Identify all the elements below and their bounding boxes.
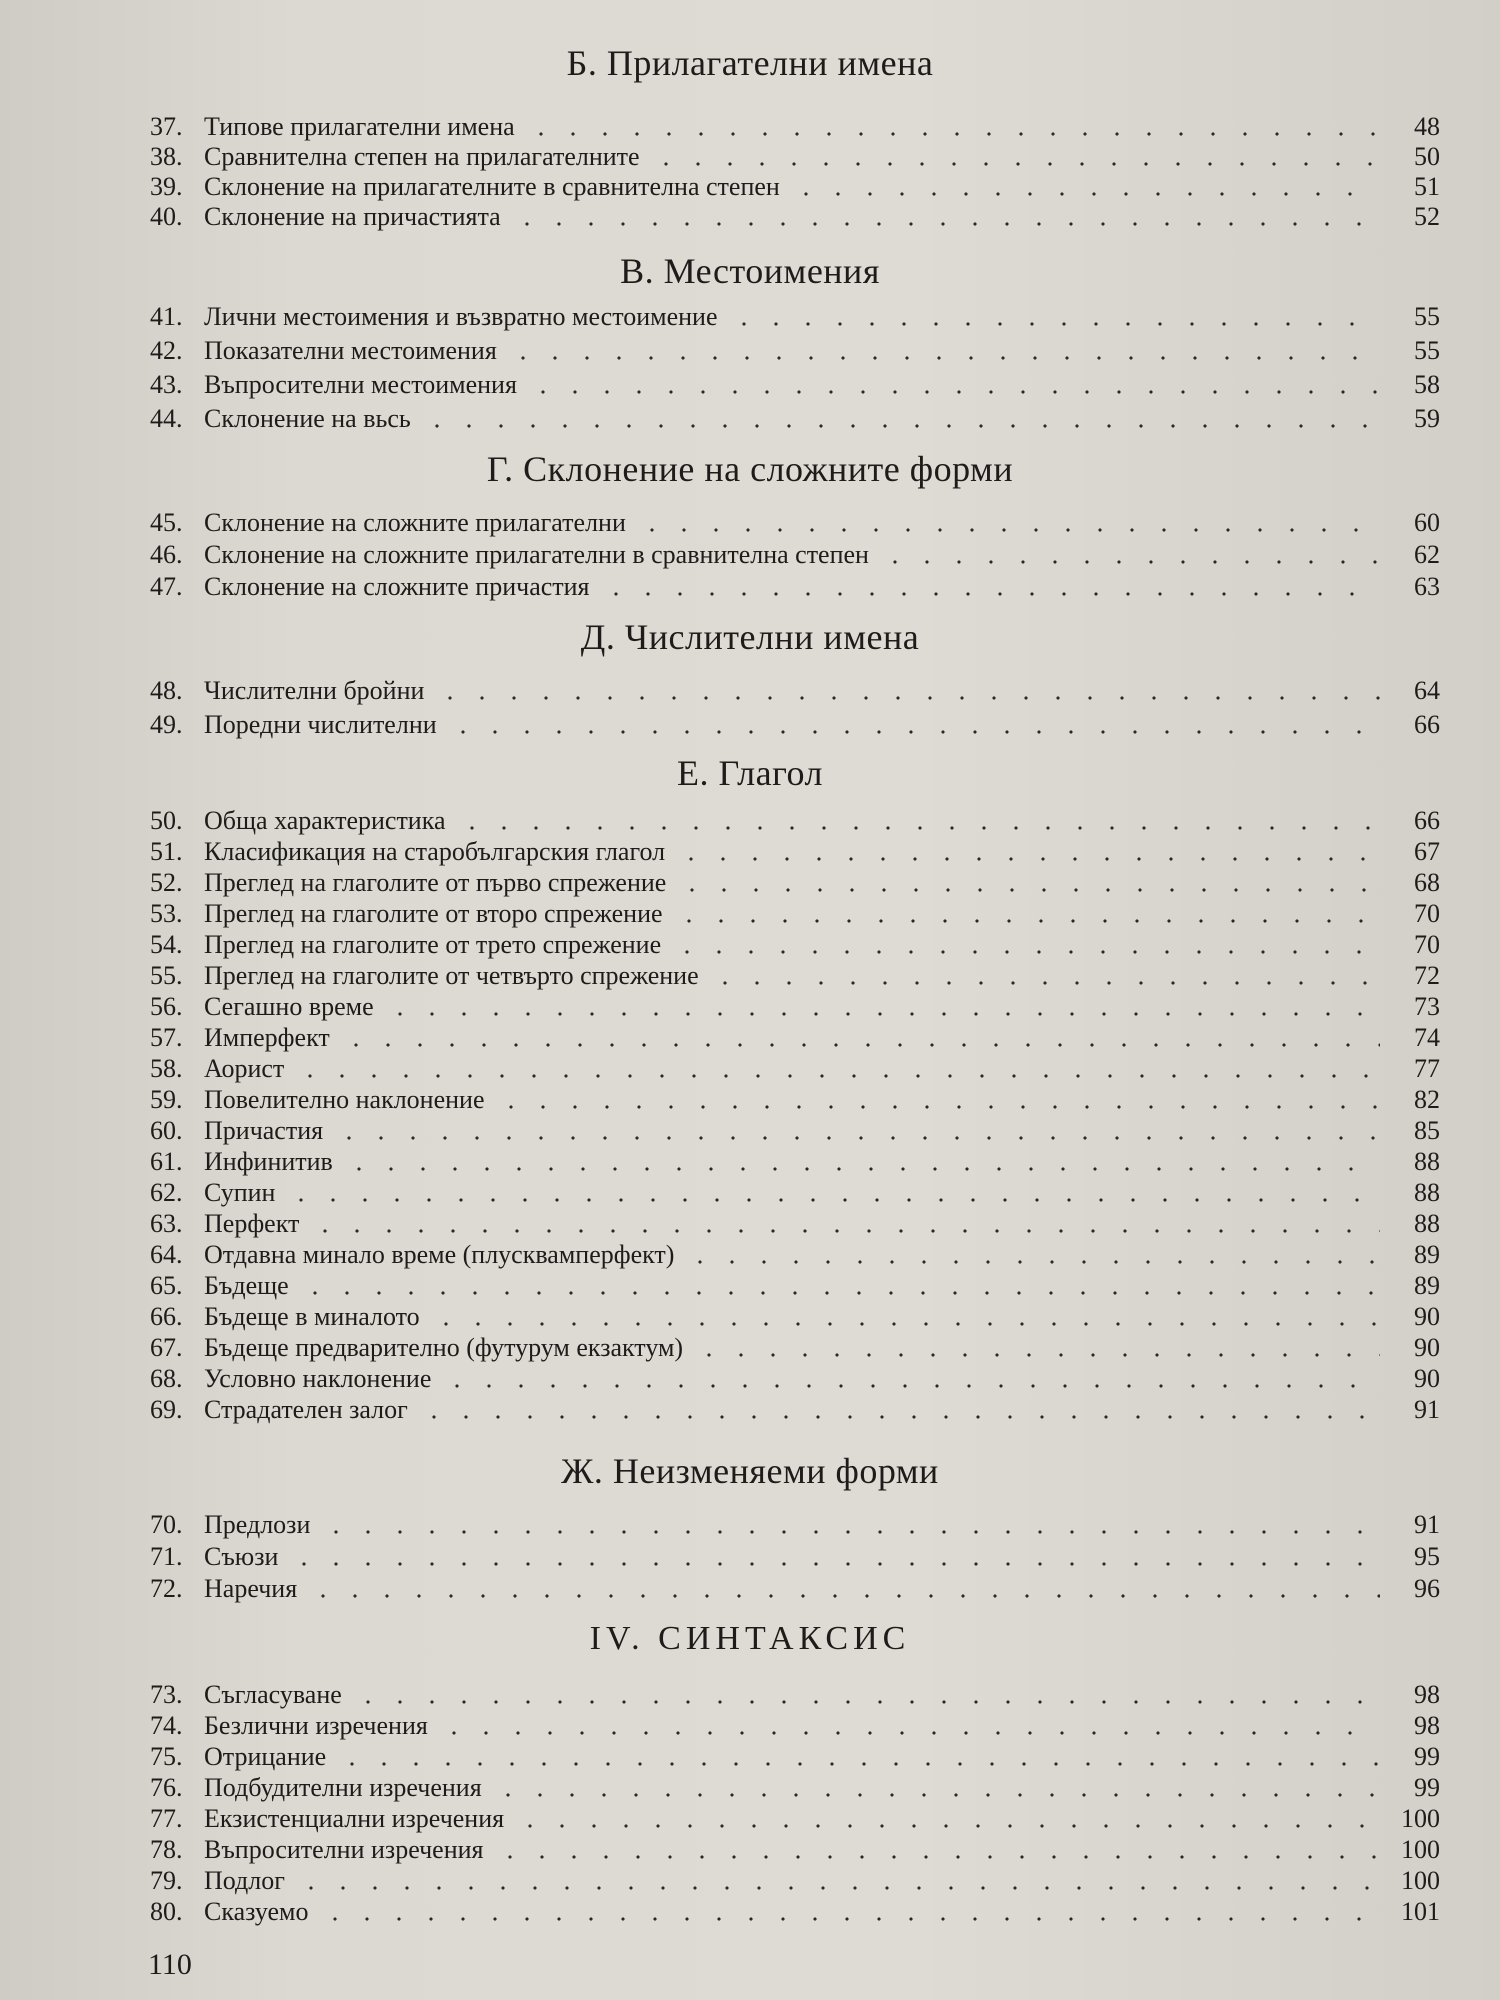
entry-page: 91: [1414, 1510, 1440, 1539]
leader-dots: [295, 1886, 1380, 1890]
leader-dots: [495, 1105, 1380, 1109]
entry-title: Отрицание: [204, 1742, 327, 1771]
entry-title: Въпросителни местоимения: [204, 370, 517, 399]
entry-number: 54.: [150, 930, 183, 959]
entry-number: 65.: [150, 1271, 183, 1300]
entry-number: 69.: [150, 1395, 183, 1424]
entry-number: 76.: [150, 1773, 183, 1802]
entry-number: 52.: [150, 868, 183, 897]
entry-page: 51: [1414, 172, 1440, 201]
entry-number: 51.: [150, 837, 183, 866]
toc-entry: [150, 1395, 1440, 1425]
entry-title: Подбудителни изречения: [204, 1773, 482, 1802]
entry-page: 98: [1414, 1680, 1440, 1709]
toc-entry: [150, 1240, 1440, 1270]
entry-number: 53.: [150, 899, 183, 928]
entry-page: 89: [1414, 1271, 1440, 1300]
leader-dots: [434, 696, 1380, 700]
entry-title: Склонение на вьсь: [204, 404, 411, 433]
entry-title: Склонение на сложните прилагателни в сравнителна степен: [204, 540, 869, 569]
leader-dots: [421, 424, 1380, 428]
entry-page: 90: [1414, 1302, 1440, 1331]
section-heading: Е. Глагол: [677, 753, 823, 793]
entry-title: Преглед на глаголите от второ спрежение: [204, 899, 663, 928]
toc-entry: [150, 1209, 1440, 1239]
entry-page: 70: [1414, 930, 1440, 959]
toc-entry: [150, 1023, 1440, 1053]
toc-entry: [150, 837, 1440, 867]
entry-page: 88: [1414, 1178, 1440, 1207]
entry-page: 100: [1401, 1804, 1440, 1833]
toc-entry: [150, 1804, 1440, 1834]
entry-page: 66: [1414, 710, 1440, 739]
toc-entry: [150, 1147, 1440, 1177]
toc-entry: [150, 961, 1440, 991]
entry-page: 67: [1414, 837, 1440, 866]
entry-number: 47.: [150, 572, 183, 601]
toc-entry: [150, 1711, 1440, 1741]
entry-number: 78.: [150, 1835, 183, 1864]
entry-page: 48: [1414, 112, 1440, 141]
entry-page: 63: [1414, 572, 1440, 601]
entry-number: 48.: [150, 676, 183, 705]
toc-entry: [150, 112, 1440, 142]
entry-number: 40.: [150, 202, 183, 231]
leader-dots: [340, 1043, 1380, 1047]
entry-title: Повелително наклонение: [204, 1085, 485, 1114]
leader-dots: [525, 132, 1380, 136]
leader-dots: [650, 162, 1380, 166]
entry-title: Склонение на сложните причастия: [204, 572, 590, 601]
entry-title: Инфинитив: [204, 1147, 333, 1176]
entry-page: 77: [1414, 1054, 1440, 1083]
entry-title: Отдавна минало време (плусквамперфект): [204, 1240, 675, 1269]
entry-page: 90: [1414, 1333, 1440, 1362]
leader-dots: [600, 592, 1380, 596]
entry-page: 91: [1414, 1395, 1440, 1424]
entry-number: 72.: [150, 1574, 183, 1603]
toc-entry: [150, 710, 1440, 740]
entry-title: Лични местоимения и възвратно местоимение: [204, 302, 718, 331]
entry-title: Класификация на старобългарския глагол: [204, 837, 666, 866]
page-number: 110: [148, 1948, 192, 1981]
entry-title: Бъдеще: [204, 1271, 289, 1300]
entry-number: 64.: [150, 1240, 183, 1269]
entry-page: 101: [1401, 1897, 1440, 1926]
entry-title: Типове прилагателни имена: [204, 112, 515, 141]
leader-dots: [336, 1762, 1380, 1766]
leader-dots: [456, 826, 1380, 830]
entry-page: 98: [1414, 1711, 1440, 1740]
section-heading: Г. Склонение на сложните форми: [486, 449, 1014, 489]
entry-title: Екзистенциални изречения: [204, 1804, 505, 1833]
leader-dots: [511, 222, 1380, 226]
entry-title: Аорист: [204, 1054, 285, 1083]
entry-number: 50.: [150, 806, 183, 835]
entry-title: Перфект: [204, 1209, 300, 1238]
leader-dots: [352, 1700, 1380, 1704]
leader-dots: [285, 1198, 1380, 1202]
entry-page: 70: [1414, 899, 1440, 928]
entry-number: 62.: [150, 1178, 183, 1207]
entry-page: 52: [1414, 202, 1440, 231]
toc-entry: [150, 142, 1440, 172]
entry-number: 79.: [150, 1866, 183, 1895]
entry-number: 63.: [150, 1209, 183, 1238]
entry-title: Поредни числителни: [204, 710, 437, 739]
leader-dots: [299, 1291, 1380, 1295]
entry-number: 68.: [150, 1364, 183, 1393]
entry-number: 59.: [150, 1085, 183, 1114]
toc-entry: [150, 868, 1440, 898]
leader-dots: [320, 1530, 1380, 1534]
entry-number: 56.: [150, 992, 183, 1021]
toc-entry: [150, 1302, 1440, 1332]
entry-title: Въпросителни изречения: [204, 1835, 484, 1864]
toc-entry: [150, 370, 1440, 400]
entry-page: 85: [1414, 1116, 1440, 1145]
entry-number: 58.: [150, 1054, 183, 1083]
entry-page: 88: [1414, 1147, 1440, 1176]
entry-page: 88: [1414, 1209, 1440, 1238]
entry-title: Сегашно време: [204, 992, 374, 1021]
leader-dots: [288, 1562, 1380, 1566]
leader-dots: [438, 1731, 1380, 1735]
leader-dots: [494, 1855, 1381, 1859]
entry-title: Показателни местоимения: [204, 336, 497, 365]
entry-number: 67.: [150, 1333, 183, 1362]
leader-dots: [728, 322, 1381, 326]
entry-page: 62: [1414, 540, 1440, 569]
entry-number: 60.: [150, 1116, 183, 1145]
entry-page: 73: [1414, 992, 1440, 1021]
leader-dots: [294, 1074, 1380, 1078]
toc-entry: [150, 404, 1440, 434]
leader-dots: [879, 560, 1380, 564]
entry-number: 43.: [150, 370, 183, 399]
toc-entry: [150, 1116, 1440, 1146]
leader-dots: [675, 857, 1380, 861]
toc-entry: [150, 540, 1440, 570]
leader-dots: [709, 981, 1380, 985]
section-heading: Б. Прилагателни имена: [566, 43, 934, 83]
entry-page: 82: [1414, 1085, 1440, 1114]
entry-number: 38.: [150, 142, 183, 171]
leader-dots: [676, 888, 1380, 892]
leader-dots: [343, 1167, 1380, 1171]
leader-dots: [309, 1229, 1380, 1233]
entry-title: Подлог: [204, 1866, 285, 1895]
leader-dots: [527, 390, 1380, 394]
entry-number: 44.: [150, 404, 183, 433]
toc-entry: [150, 1085, 1440, 1115]
toc-entry: [150, 202, 1440, 232]
toc-entry: [150, 1364, 1440, 1394]
leader-dots: [418, 1415, 1380, 1419]
entry-page: 95: [1414, 1542, 1440, 1571]
entry-title: Наречия: [204, 1574, 298, 1603]
entry-title: Склонение на причастията: [204, 202, 501, 231]
entry-number: 74.: [150, 1711, 183, 1740]
entry-number: 45.: [150, 508, 183, 537]
entry-page: 89: [1414, 1240, 1440, 1269]
entry-page: 72: [1414, 961, 1440, 990]
leader-dots: [319, 1917, 1381, 1921]
entry-number: 71.: [150, 1542, 183, 1571]
toc-entry: [150, 1835, 1440, 1865]
entry-title: Безлични изречения: [204, 1711, 428, 1740]
leader-dots: [693, 1353, 1380, 1357]
toc-entry: [150, 1773, 1440, 1803]
entry-title: Бъдеще в миналото: [204, 1302, 420, 1331]
toc-entry: [150, 1742, 1440, 1772]
toc-entry: [150, 1680, 1440, 1710]
entry-page: 100: [1401, 1866, 1440, 1895]
toc-entry: [150, 1574, 1440, 1604]
entry-number: 80.: [150, 1897, 183, 1926]
entry-title: Съюзи: [204, 1542, 279, 1571]
toc-entry: [150, 1510, 1440, 1540]
leader-dots: [307, 1594, 1380, 1598]
leader-dots: [447, 730, 1380, 734]
entry-number: 70.: [150, 1510, 183, 1539]
toc-entry: [150, 1333, 1440, 1363]
toc-entry: [150, 676, 1440, 706]
leader-dots: [492, 1793, 1380, 1797]
entry-title: Преглед на глаголите от трето спрежение: [204, 930, 662, 959]
toc-entry: [150, 806, 1440, 836]
toc-entry: [150, 930, 1440, 960]
entry-title: Условно наклонение: [204, 1364, 432, 1393]
entry-page: 96: [1414, 1574, 1440, 1603]
entry-title: Преглед на глаголите от първо спрежение: [204, 868, 667, 897]
entry-title: Съгласуване: [204, 1680, 342, 1709]
entry-title: Сказуемо: [204, 1897, 309, 1926]
entry-page: 99: [1414, 1742, 1440, 1771]
leader-dots: [333, 1136, 1380, 1140]
leader-dots: [507, 356, 1380, 360]
entry-page: 58: [1414, 370, 1440, 399]
entry-number: 55.: [150, 961, 183, 990]
entry-number: 75.: [150, 1742, 183, 1771]
entry-title: Преглед на глаголите от четвърто спрежение: [204, 961, 699, 990]
entry-number: 73.: [150, 1680, 183, 1709]
leader-dots: [684, 1260, 1380, 1264]
entry-page: 64: [1414, 676, 1440, 705]
entry-title: Бъдеще предварително (футурум екзактум): [204, 1333, 684, 1362]
toc-entry: [150, 1178, 1440, 1208]
entry-page: 60: [1414, 508, 1440, 537]
toc-entry: [150, 1542, 1440, 1572]
leader-dots: [673, 919, 1380, 923]
leader-dots: [790, 192, 1380, 196]
section-heading: Д. Числителни имена: [580, 617, 920, 657]
toc-entry: [150, 572, 1440, 602]
entry-title: Склонение на сложните прилагателни: [204, 508, 626, 537]
entry-number: 37.: [150, 112, 183, 141]
entry-number: 41.: [150, 302, 183, 331]
toc-entry: [150, 172, 1440, 202]
entry-page: 100: [1401, 1835, 1440, 1864]
entry-number: 57.: [150, 1023, 183, 1052]
entry-title: Числителни бройни: [204, 676, 425, 705]
entry-title: Страдателен залог: [204, 1395, 408, 1424]
entry-title: Супин: [204, 1178, 276, 1207]
toc-entry: [150, 992, 1440, 1022]
entry-page: 50: [1414, 142, 1440, 171]
entry-title: Предлози: [204, 1510, 311, 1539]
leader-dots: [514, 1824, 1380, 1828]
leader-dots: [430, 1322, 1380, 1326]
section-heading: Ж. Неизменяеми форми: [561, 1451, 939, 1491]
entry-page: 68: [1414, 868, 1440, 897]
leader-dots: [636, 528, 1380, 532]
leader-dots: [441, 1384, 1380, 1388]
toc-entry: [150, 336, 1440, 366]
entry-title: Имперфект: [204, 1023, 330, 1052]
entry-title: Обща характеристика: [204, 806, 446, 835]
toc-entry: [150, 1897, 1440, 1927]
entry-page: 55: [1414, 336, 1440, 365]
leader-dots: [384, 1012, 1380, 1016]
entry-title: Причастия: [204, 1116, 324, 1145]
entry-page: 55: [1414, 302, 1440, 331]
entry-page: 90: [1414, 1364, 1440, 1393]
entry-number: 66.: [150, 1302, 183, 1331]
toc-entry: [150, 1866, 1440, 1896]
entry-number: 49.: [150, 710, 183, 739]
toc-entry: [150, 1271, 1440, 1301]
section-heading: В. Местоимения: [620, 251, 880, 291]
entry-page: 59: [1414, 404, 1440, 433]
entry-page: 66: [1414, 806, 1440, 835]
entry-number: 61.: [150, 1147, 183, 1176]
entry-title: Склонение на прилагателните в сравнителна степен: [204, 172, 780, 201]
entry-number: 39.: [150, 172, 183, 201]
entry-title: Сравнителна степен на прилагателните: [204, 142, 640, 171]
toc-entry: [150, 1054, 1440, 1084]
entry-number: 42.: [150, 336, 183, 365]
toc-entry: [150, 302, 1440, 332]
toc-entry: [150, 508, 1440, 538]
leader-dots: [671, 950, 1380, 954]
part-heading: IV. СИНТАКСИС: [589, 1620, 911, 1657]
entry-number: 46.: [150, 540, 183, 569]
toc-entry: [150, 899, 1440, 929]
entry-page: 99: [1414, 1773, 1440, 1802]
entry-number: 77.: [150, 1804, 183, 1833]
entry-page: 74: [1414, 1023, 1440, 1052]
